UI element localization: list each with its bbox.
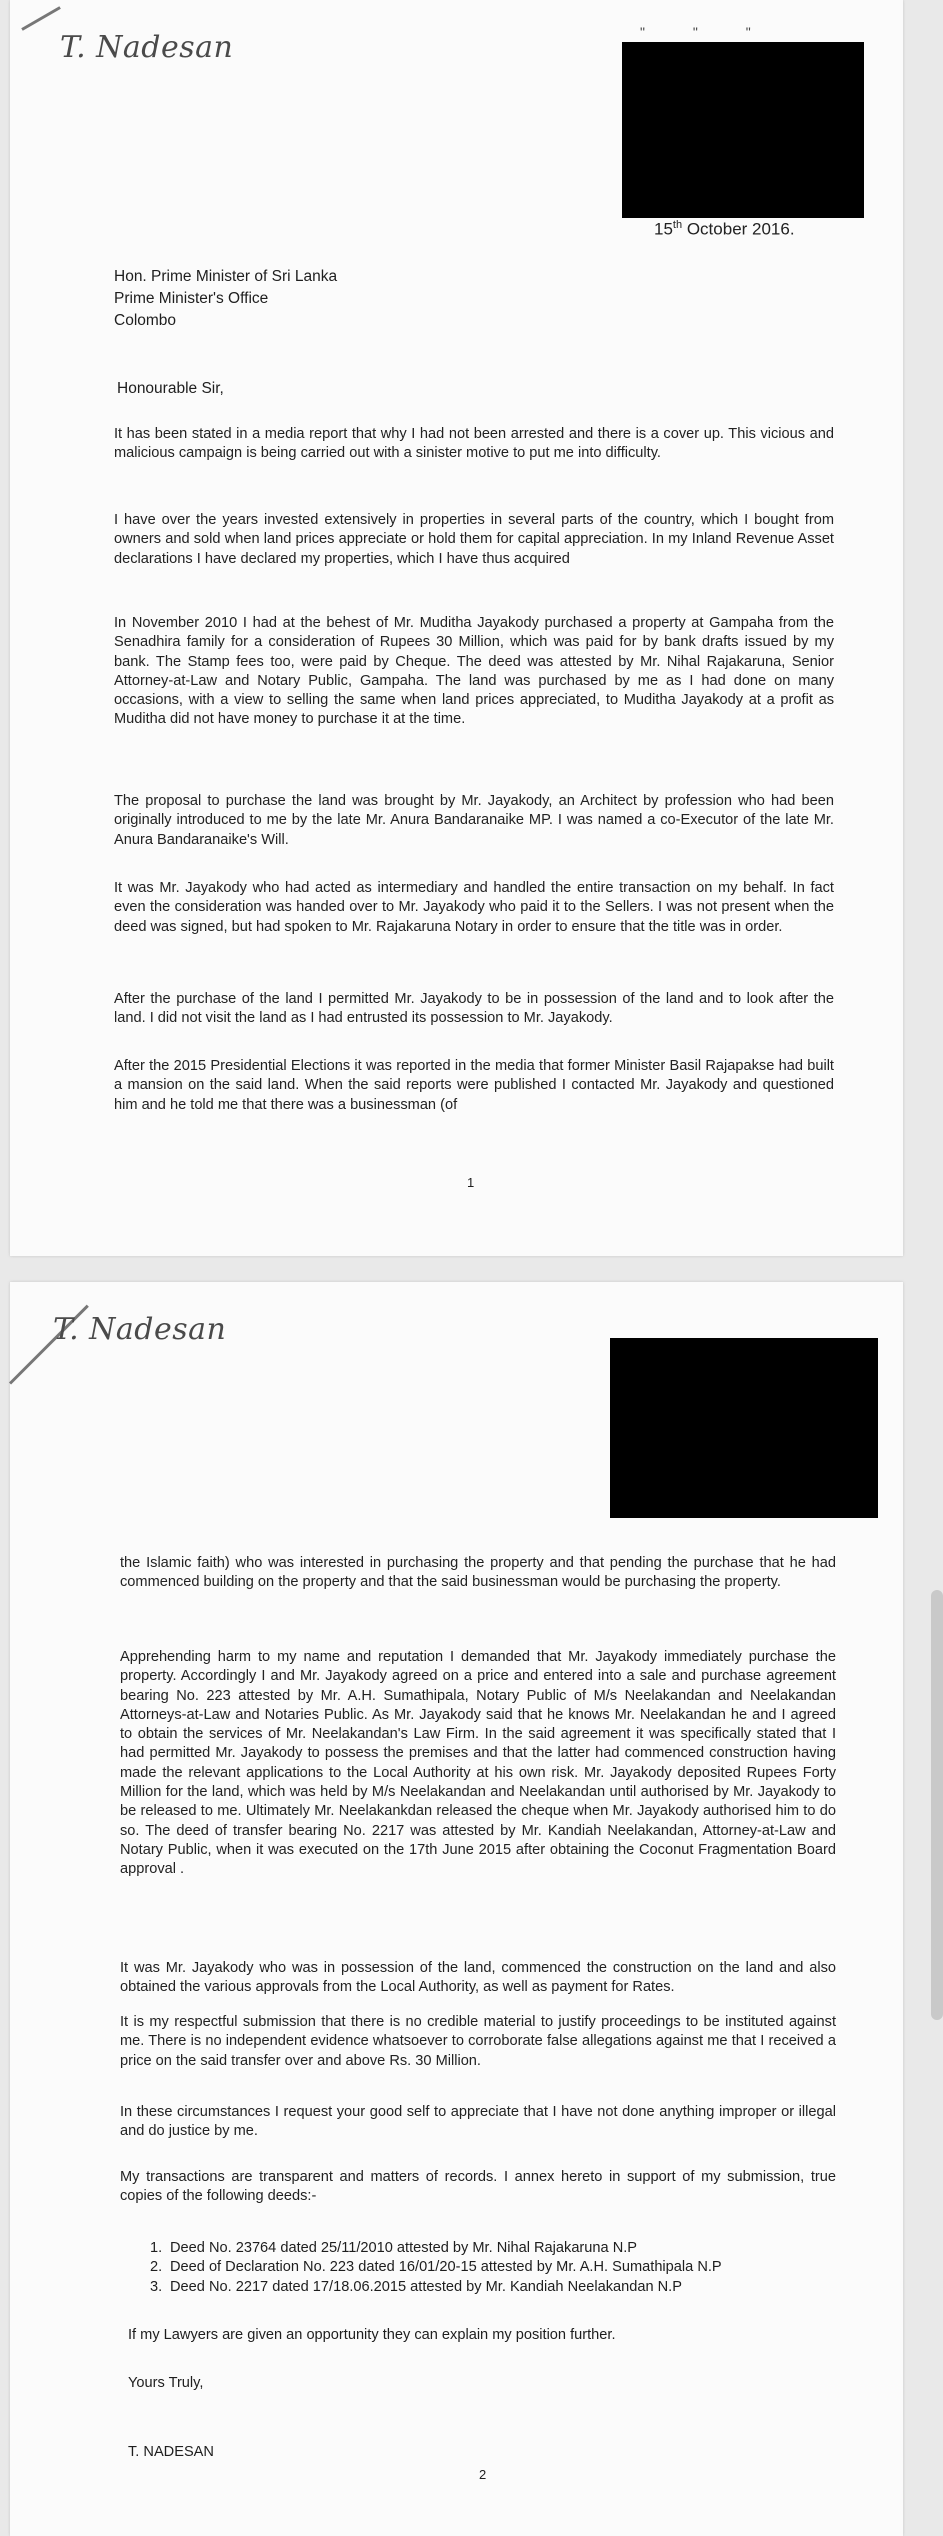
address-line: Hon. Prime Minister of Sri Lanka <box>114 268 338 285</box>
list-item: 1. Deed No. 23764 dated 25/11/2010 attested by Mr. Nihal Rajakaruna N.P <box>150 2240 638 2256</box>
paragraph: It is my respectful submission that there is no credible material to justify proceedings to be instituted against me. There is no independent evidence whatsoever to corroborate false allegations against me that I received a price on the said transfer over and above Rs. 30 Million. <box>120 2014 836 2069</box>
redaction-block <box>622 42 864 218</box>
paragraph: After the purchase of the land I permitted Mr. Jayakody to be in possession of the land and to look after the land. I did not visit the land as I had entrusted its possession to Mr. Jayakody. <box>114 991 834 1027</box>
letterhead-name: T. Nadesan <box>53 1312 227 1347</box>
letter-date: 15th October 2016. <box>654 219 795 239</box>
recipient-address <box>114 266 337 332</box>
list-item: 3. Deed No. 2217 dated 17/18.06.2015 attested by Mr. Kandiah Neelakandan N.P <box>150 2278 682 2295</box>
paragraph: It has been stated in a media report that why I had not been arrested and there is a cover up. This vicious and malicious campaign is being carried out with a sinister motive to put me into difficulty. <box>114 426 834 462</box>
signatory-name: T. NADESAN <box>128 2444 214 2460</box>
paragraph: It was Mr. Jayakody who had acted as intermediary and handled the entire transaction on my behalf. In fact even the consideration was handed over to Mr. Jayakody who paid it to the Sellers. I was not present when the deed was signed, but had spoken to Mr. Rajakaruna Notary in order to ensure that the title was in order. <box>114 880 834 935</box>
paragraph: My transactions are transparent and matters of records. I annex hereto in support of my submission, true copies of the following deeds:- <box>120 2169 836 2205</box>
salutation: Honourable Sir, <box>117 380 224 397</box>
scrollbar[interactable] <box>931 1590 943 2020</box>
letterhead-name: T. Nadesan <box>60 30 234 65</box>
page-number: 1 <box>467 1175 475 1190</box>
paragraph: the Islamic faith) who was interested in purchasing the property and that pending the purchase that he had commenced building on the property and that the said businessman would be purchasing the property. <box>120 1555 836 1591</box>
paragraph: I have over the years invested extensively in properties in several parts of the country, which I bought from owners and sold when land prices appreciate or hold them for capital appreciation. In my Inland Revenue Asset declarations I have declared my properties, which I have thus acquired <box>114 512 834 567</box>
paragraph: It was Mr. Jayakody who was in possession of the land, commenced the construction on the land and also obtained the various approvals from the Local Authority, as well as payment for Rates. <box>120 1960 836 1996</box>
address-line: Colombo <box>114 312 177 329</box>
letter-page-1 <box>10 0 903 1256</box>
paragraph: Apprehending harm to my name and reputation I demanded that Mr. Jayakody immediately purchase the property. Accordingly I and Mr. Jayakody agreed on a price and entered into a sale and purchase agreement bearing No. 223 attested by Mr. A.H. Sumathipala, Notary Public of M/s Neelakandan and Neelakandan Attorneys-at-Law and Notaries Public. As Mr. Jayakody said that he knows Mr. Neelakandan he and I agreed to obtain the services of Mr. Neelakandan's Law Firm. In the said agreement it was specifically stated that I had permitted Mr. Jayakody to possess the premises and that the latter had commenced construction having made the relevant applications to the Local Authority at his own risk. Mr. Jayakody deposited Rupees Forty Million for the land, which was held by M/s Neelakandan and Neelakandan until authorised by Mr. Jayakody to be released to me. Ultimately Mr. Neelakankdan released the cheque when Mr. Jayakody authorised him to do so. The deed of transfer bearing No. 2217 was attested by Mr. Kandiah Neelakandan, Attorney-at-Law and Notary Public, when it was executed on the 17th June 2015 after obtaining the Coconut Fragmentation Board approval . <box>120 1649 836 1878</box>
paragraph: In these circumstances I request your good self to appreciate that I have not done anything improper or illegal and do justice by me. <box>120 2104 836 2140</box>
list-item: 2. Deed of Declaration No. 223 dated 16/01/20-15 attested by Mr. A.H. Sumathipala N.P <box>150 2259 722 2276</box>
deeds-list <box>150 2239 840 2297</box>
paragraph: The proposal to purchase the land was brought by Mr. Jayakody, an Architect by profession who had been originally introduced to me by the late Mr. Anura Bandaranaike MP. I was named a co-Executor of the late Mr. Anura Bandaranaike's Will. <box>114 793 834 848</box>
page-number: 2 <box>479 2467 487 2482</box>
fold-mark <box>21 6 61 31</box>
sign-off: Yours Truly, <box>128 2375 204 2391</box>
quote-marks: " " " <box>640 24 773 40</box>
redaction-block <box>610 1338 878 1518</box>
closing-line: If my Lawyers are given an opportunity they can explain my position further. <box>128 2327 616 2343</box>
address-line: Prime Minister's Office <box>114 290 269 307</box>
paragraph: In November 2010 I had at the behest of Mr. Muditha Jayakody purchased a property at Gampaha from the Senadhira family for a consideration of Rupees 30 Million, which was paid for by bank drafts issued by my bank. The Stamp fees too, were paid by Cheque. The deed was attested by Mr. Nihal Rajakaruna, Senior Attorney-at-Law and Notary Public, Gampaha. The land was purchased by me as I had done on many occasions, with a view to selling the same when land prices appreciated, to Muditha Jayakody at a profit as Muditha did not have money to purchase it at the time. <box>114 615 834 728</box>
paragraph: After the 2015 Presidential Elections it was reported in the media that former Minister Basil Rajapakse had built a mansion on the said land. When the said reports were published I contacted Mr. Jayakody and questioned him and he told me that there was a businessman (of <box>114 1058 834 1113</box>
letter-page-2 <box>10 1282 903 2536</box>
